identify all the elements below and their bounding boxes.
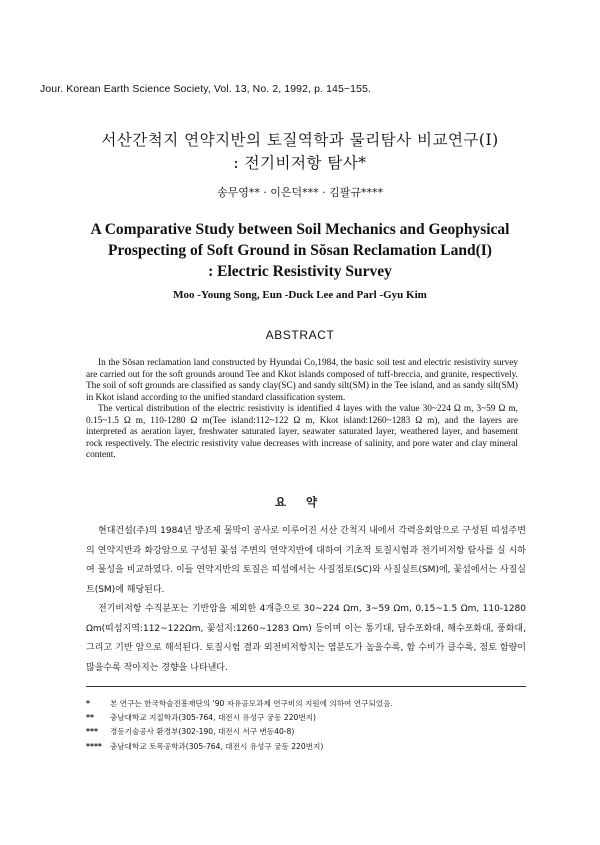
korean-title-line2: : 전기비저항 탐사* (233, 154, 367, 172)
korean-summary-paragraph-1: 현대건설(주)의 1984년 방조제 물막이 공사로 이루어진 서산 간척지 내에서 각력응회암으로 구성된 띠섬주변의 연약지반과 화강암으로 구성된 꽃섬 주변의 연약지반에 대하여 기초적 토질시험과 전기비저항 탐사를 실 시하여 물성을 비교하였다. 이들 연약지반의 토질은 띠섬에서는 사질점토(SC)와 사질실트(SM)에, 꽃섬에서는 사질실트(SM)에 해당된다. (86, 526, 526, 595)
footnote (86, 740, 526, 754)
footnote (86, 725, 526, 739)
footnote-text: 경동기술공사 환경부(302-190, 대전시 서구 변동40-8) (110, 727, 295, 737)
abstract-paragraph-2: The vertical distribution of the electric resistivity is identified 4 layes with the value 30~224 Ω m, 3~59 Ω m, 0.15~1.5 Ω m, 110-1280 Ω m(Tee island:112~122 Ω m, Kkot island:1260~1283 Ω m), and the layers are interpreted as aeration layer, freshwater saturated layer, seawater saturated layer, weathered layer, and basement rock respectively. The electric resistivity value decreases with increase of salinity, and pore water and clay mineral content. (86, 404, 518, 460)
korean-title-line1: 서산간척지 연약지반의 토질역학과 물리탐사 비교연구(I) (101, 131, 499, 149)
footnote-mark: ** (86, 713, 94, 723)
abstract-body (86, 358, 518, 462)
abstract-heading: ABSTRACT (265, 328, 335, 342)
english-authors: Moo -Young Song, Eun -Duck Lee and Parl -Gyu Kim (173, 289, 427, 301)
korean-summary-body (86, 522, 526, 678)
english-title-line2: Prospecting of Soft Ground in Sŏsan Reclamation Land(I) (108, 242, 492, 259)
english-title-line3: : Electric Resistivity Survey (208, 263, 392, 280)
journal-citation: Jour. Korean Earth Science Society, Vol. 13, No. 2, 1992, p. 145~155. (40, 83, 371, 95)
footnote (86, 697, 526, 711)
korean-summary-paragraph-2: 전기비저항 수직분포는 기반암을 제외한 4개층으로 30~224 Ωm, 3~59 Ωm, 0.15~1.5 Ωm, 110-1280 Ωm(띠섬지역:112~122Ωm, 꽃섬지:1260~1283 Ωm) 등이며 이는 통기대, 담수포화대, 해수포화대, 풍화대, 그리고 기반 암으로 해석된다. 토질시험 결과 외전비저항치는 염분도가 높을수록, 함 수비가 클수록, 점토 함량이 많을수록 작아지는 경향을 나타낸다. (86, 604, 526, 673)
footnote-text: 본 연구는 한국학술진흥재단의 '90 자유공모과제 연구비의 지원에 의하여 연구되었음. (110, 699, 393, 708)
footnotes (86, 697, 526, 754)
footnote-mark: *** (86, 727, 98, 737)
abstract-paragraph-1: In the Sŏsan reclamation land constructed by Hyundai Co,1984, the basic soil test and electric resistivity survey are carried out for the soft grounds around Tee and Kkot islands composed of tuff-breccia, and granite, respectively. The soil of soft grounds are classified as sandy clay(SC) and sandy silt(SM) in the Tee island, and as sandy silt(SM) in Kkot island according to the unified standard classification system. (86, 358, 518, 403)
footnote-mark: * (86, 699, 90, 708)
footnote (86, 711, 526, 725)
korean-summary-heading: 요 약 (274, 495, 326, 509)
footnote-mark: **** (86, 741, 102, 751)
english-title-line1: A Comparative Study between Soil Mechanics and Geophysical (90, 221, 510, 238)
footnote-text: 충남대학교 지질학과(305-764, 대전시 유성구 궁동 220번지) (110, 713, 317, 723)
footnote-divider (86, 686, 526, 687)
footnote-text: 충남대학교 토목공학과(305-764, 대전시 유성구 궁동 220번지) (110, 741, 324, 751)
korean-authors: 송무영** · 이은덕*** · 김팔규**** (216, 186, 384, 199)
